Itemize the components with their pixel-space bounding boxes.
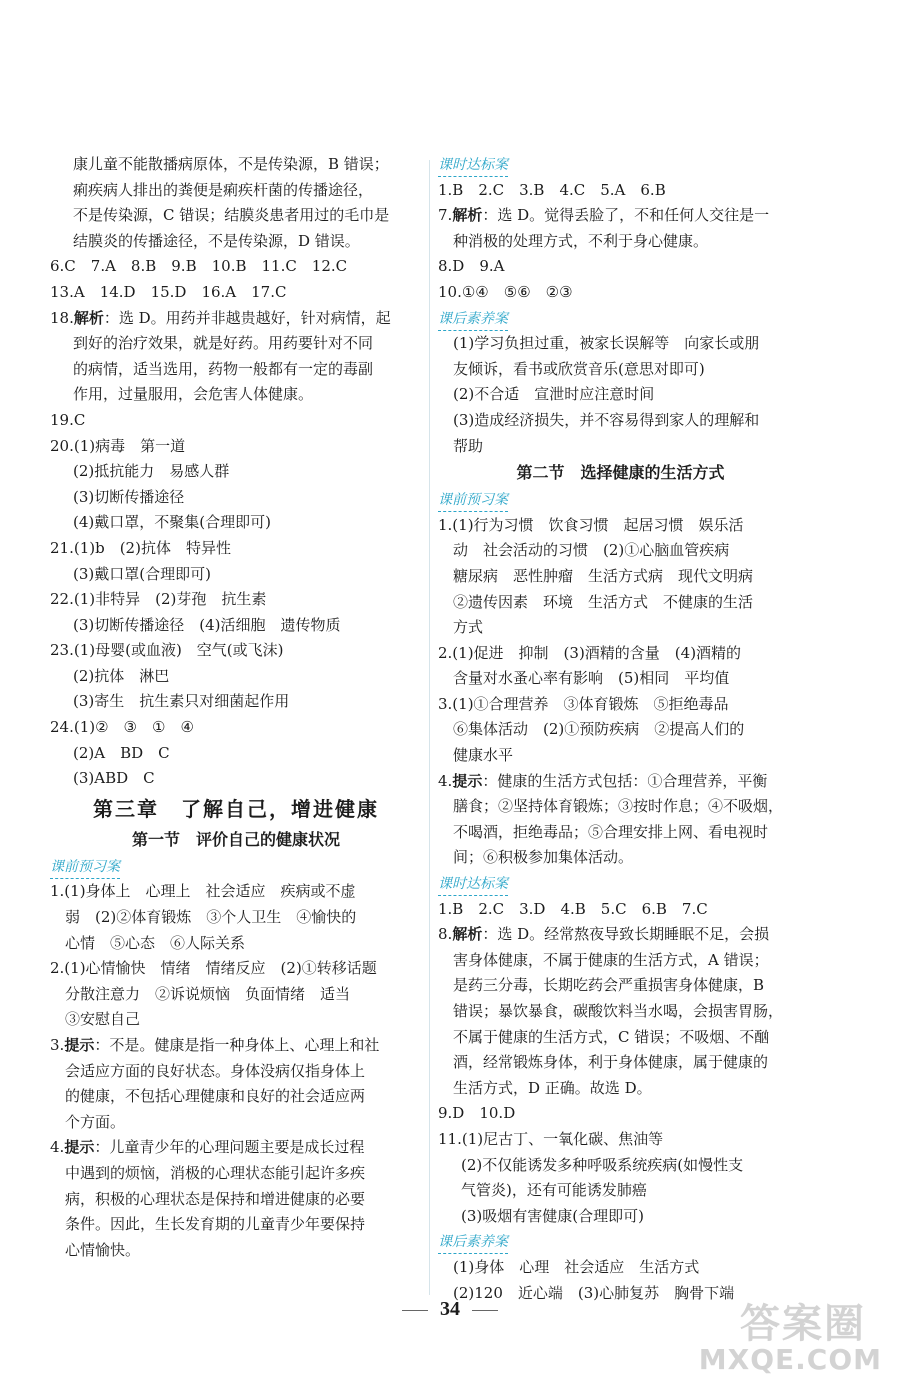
answer-line: 糖尿病 恶性肿瘤 生活方式病 现代文明病	[453, 566, 754, 585]
answer-line: 气管炎)，还有可能诱发肺癌	[461, 1181, 647, 1200]
answer-line: 健康水平	[453, 746, 514, 765]
answer-line: ③安慰自己	[65, 1010, 141, 1029]
answer-line: 1.B 2.C 3.B 4.C 5.A 6.B	[438, 180, 666, 199]
answer-line: 20.(1)病毒 第一道	[50, 436, 186, 455]
answer-line: (4)戴口罩，不聚集(合理即可)	[73, 513, 271, 532]
right-column	[438, 152, 803, 1306]
answer-line: 2.(1)心情愉快 情绪 情绪反应 (2)①转移话题	[50, 959, 377, 978]
answer-text: ：选 D。经常熬夜导致长期睡眠不足，会损	[482, 925, 770, 944]
answer-line: 的健康，不包括心理健康和良好的社会适应两	[65, 1087, 366, 1106]
answer-line: (2)120 近心端 (3)心肺复苏 胸骨下端	[453, 1283, 735, 1302]
section-label-wrap	[438, 487, 803, 513]
answer-line: (3)戴口罩(合理即可)	[73, 564, 211, 583]
answer-line: 3.(1)①合理营养 ③体育锻炼 ⑤拒绝毒品	[438, 694, 729, 713]
watermark-logo	[698, 1292, 886, 1376]
answer-line: 种消极的处理方式，不利于身心健康。	[453, 231, 709, 250]
section-label: 课时达标案	[438, 154, 508, 177]
answer-line: 膳食；②坚持体育锻炼；③按时作息；④不吸烟，	[453, 797, 784, 816]
answer-keyword: 解析	[73, 308, 104, 327]
question-number: 3.	[50, 1036, 65, 1054]
answer-line: 会适应方面的良好状态。身体没病仅指身体上	[65, 1061, 366, 1080]
answer-line: 到好的治疗效果，就是好药。用药要针对不同	[73, 334, 374, 353]
question-number: 4.	[50, 1138, 65, 1157]
answer-line: 生活方式，D 正确。故选 D。	[453, 1078, 652, 1097]
answer-line: (3)切断传播途径	[73, 487, 185, 506]
answer-line: ②遗传因素 环境 生活方式 不健康的生活	[453, 592, 754, 611]
answer-line	[438, 769, 803, 795]
answer-text: ：儿童青少年的心理问题主要是成长过程	[94, 1138, 365, 1157]
answer-line: (2)抵抗能力 易感人群	[73, 462, 230, 481]
answer-line: 中遇到的烦恼，消极的心理状态能引起许多疾	[65, 1163, 366, 1182]
answer-line: 弱 (2)②体育锻炼 ③个人卫生 ④愉快的	[65, 908, 357, 927]
section-label: 课后素养案	[438, 1231, 508, 1254]
section-label-wrap	[438, 871, 803, 897]
chapter-title: 第三章 了解自己，增进健康	[93, 796, 379, 821]
left-column	[50, 152, 422, 1263]
answer-line: (3)寄生 抗生素只对细菌起作用	[73, 692, 290, 711]
answer-keyword: 提示	[64, 1138, 95, 1157]
question-number: 4.	[438, 771, 453, 790]
section-heading: 第二节 选择健康的生活方式	[516, 463, 725, 483]
answer-line: 酒，经常锻炼身体，利于身体健康，属于健康的	[453, 1053, 769, 1072]
answer-text: ：不是。健康是指一种身体上、心理上和社	[94, 1036, 380, 1054]
answer-line	[50, 1033, 422, 1059]
answer-line: 条件。因此，生长发育期的儿童青少年要保持	[65, 1215, 366, 1234]
answer-line: 9.D 10.D	[438, 1104, 516, 1123]
answer-line: (3)吸烟有害健康(合理即可)	[461, 1206, 644, 1225]
answer-line: 友倾诉，看书或欣赏音乐(意思对即可)	[453, 359, 705, 378]
watermark-bottom-text: MXQE.COM	[698, 1343, 882, 1376]
answer-text: ：选 D。用药并非越贵越好，针对病情，起	[103, 308, 391, 327]
answer-line: (2)抗体 淋巴	[73, 666, 170, 685]
answer-line: (3)ABD C	[73, 769, 155, 788]
question-number: 18.	[50, 308, 74, 327]
answer-line: 8.D 9.A	[438, 257, 505, 276]
answer-line: (2)不仅能诱发多种呼吸系统疾病(如慢性支	[461, 1155, 744, 1174]
section-label: 课时达标案	[438, 873, 508, 896]
answer-line: 1.(1)行为习惯 饮食习惯 起居习惯 娱乐活	[438, 515, 744, 534]
section-heading: 第一节 评价自己的健康状况	[131, 829, 340, 849]
answer-line	[438, 922, 803, 948]
answer-line	[438, 203, 803, 229]
answer-line: 心情 ⑤心态 ⑥人际关系	[65, 933, 246, 952]
section-label: 课前预习案	[50, 856, 120, 879]
answer-line: 间；⑥积极参加集体活动。	[453, 848, 634, 867]
answer-text: ：选 D。觉得丢脸了，不和任何人交往是一	[482, 206, 770, 225]
answer-line: (2)不合适 宣泄时应注意时间	[453, 385, 655, 404]
answer-line: 作用，过量服用，会危害人体健康。	[73, 385, 314, 404]
answer-keyword: 提示	[64, 1036, 95, 1054]
answer-text: ：健康的生活方式包括：①合理营养，平衡	[482, 771, 768, 790]
section-label-wrap	[438, 1229, 803, 1255]
answer-line	[50, 1135, 422, 1161]
answer-line: 24.(1)② ③ ① ④	[50, 718, 194, 737]
answer-line: 痢疾病人排出的粪便是痢疾杆菌的传播途径，	[73, 180, 374, 199]
question-number: 8.	[438, 925, 453, 944]
answer-line: 11.(1)尼古丁、一氧化碳、焦油等	[438, 1129, 664, 1148]
answer-line: 的病情，适当选用，药物一般都有一定的毒副	[73, 359, 374, 378]
answer-line: 病，积极的心理状态是保持和增进健康的必要	[65, 1189, 366, 1208]
answer-line: 康儿童不能散播病原体，不是传染源，B 错误；	[73, 155, 389, 173]
answer-line: 19.C	[50, 410, 86, 429]
answer-keyword: 解析	[452, 925, 483, 944]
answer-line: (1)学习负担过重，被家长误解等 向家长或朋	[453, 334, 760, 353]
watermark-top-text: 答案圈	[740, 1301, 866, 1347]
answer-line: 方式	[453, 618, 484, 637]
answer-line: 22.(1)非特异 (2)芽孢 抗生素	[50, 590, 267, 609]
answer-line: (2)A BD C	[73, 743, 170, 762]
answer-line: 含量对水蚤心率有影响 (5)相同 平均值	[453, 669, 730, 688]
answer-line: 23.(1)母婴(或血液) 空气(或飞沫)	[50, 641, 284, 660]
answer-line: 害身体健康，不属于健康的生活方式，A 错误；	[453, 950, 769, 969]
answer-line: 21.(1)b (2)抗体 特异性	[50, 538, 231, 557]
answer-line: 6.C 7.A 8.B 9.B 10.B 11.C 12.C	[50, 257, 348, 276]
answer-line: 分散注意力 ②诉说烦恼 负面情绪 适当	[65, 984, 351, 1003]
answer-line: 1.B 2.C 3.D 4.B 5.C 6.B 7.C	[438, 899, 708, 918]
answer-line: 10.①④ ⑤⑥ ②③	[438, 282, 573, 301]
answer-keyword: 解析	[452, 206, 483, 225]
section-label-wrap	[438, 306, 803, 332]
answer-line: 个方面。	[65, 1112, 126, 1131]
answer-line: 13.A 14.D 15.D 16.A 17.C	[50, 282, 287, 301]
answer-line: 不是传染源，C 错误；结膜炎患者用过的毛巾是	[73, 206, 390, 225]
question-number: 7.	[438, 206, 453, 225]
page-number-text: 34	[440, 1298, 460, 1320]
answer-line: 不喝酒，拒绝毒品；⑤合理安排上网、看电视时	[453, 822, 769, 841]
answer-line: 动 社会活动的习惯 (2)①心脑血管疾病	[453, 541, 730, 560]
answer-line: 是药三分毒，长期吃药会严重损害身体健康，B	[453, 976, 765, 995]
column-divider	[429, 160, 430, 1295]
answer-line: 结膜炎的传播途径，不是传染源，D 错误。	[73, 231, 360, 250]
answer-line: (3)造成经济损失，并不容易得到家人的理解和	[453, 410, 760, 429]
answer-line: 不属于健康的生活方式，C 错误；不吸烟、不酗	[453, 1027, 770, 1046]
section-label-wrap	[50, 854, 422, 880]
answer-line: ⑥集体活动 (2)①预防疾病 ②提高人们的	[453, 720, 745, 739]
section-label: 课前预习案	[438, 489, 508, 512]
answer-line: (1)身体 心理 社会适应 生活方式	[453, 1257, 700, 1276]
answer-line: 帮助	[453, 436, 484, 455]
answer-line: 错误；暴饮暴食，碳酸饮料当水喝，会损害胃肠，	[453, 1002, 784, 1020]
section-label: 课后素养案	[438, 308, 508, 331]
answer-line	[50, 306, 422, 332]
answer-line: 1.(1)身体上 心理上 社会适应 疾病或不虚	[50, 882, 356, 901]
answer-keyword: 提示	[452, 771, 483, 790]
answer-line: 心情愉快。	[65, 1240, 141, 1259]
section-label-wrap	[438, 152, 803, 178]
answer-line: (3)切断传播途径 (4)活细胞 遗传物质	[73, 615, 341, 634]
answer-line: 2.(1)促进 抑制 (3)酒精的含量 (4)酒精的	[438, 643, 742, 662]
